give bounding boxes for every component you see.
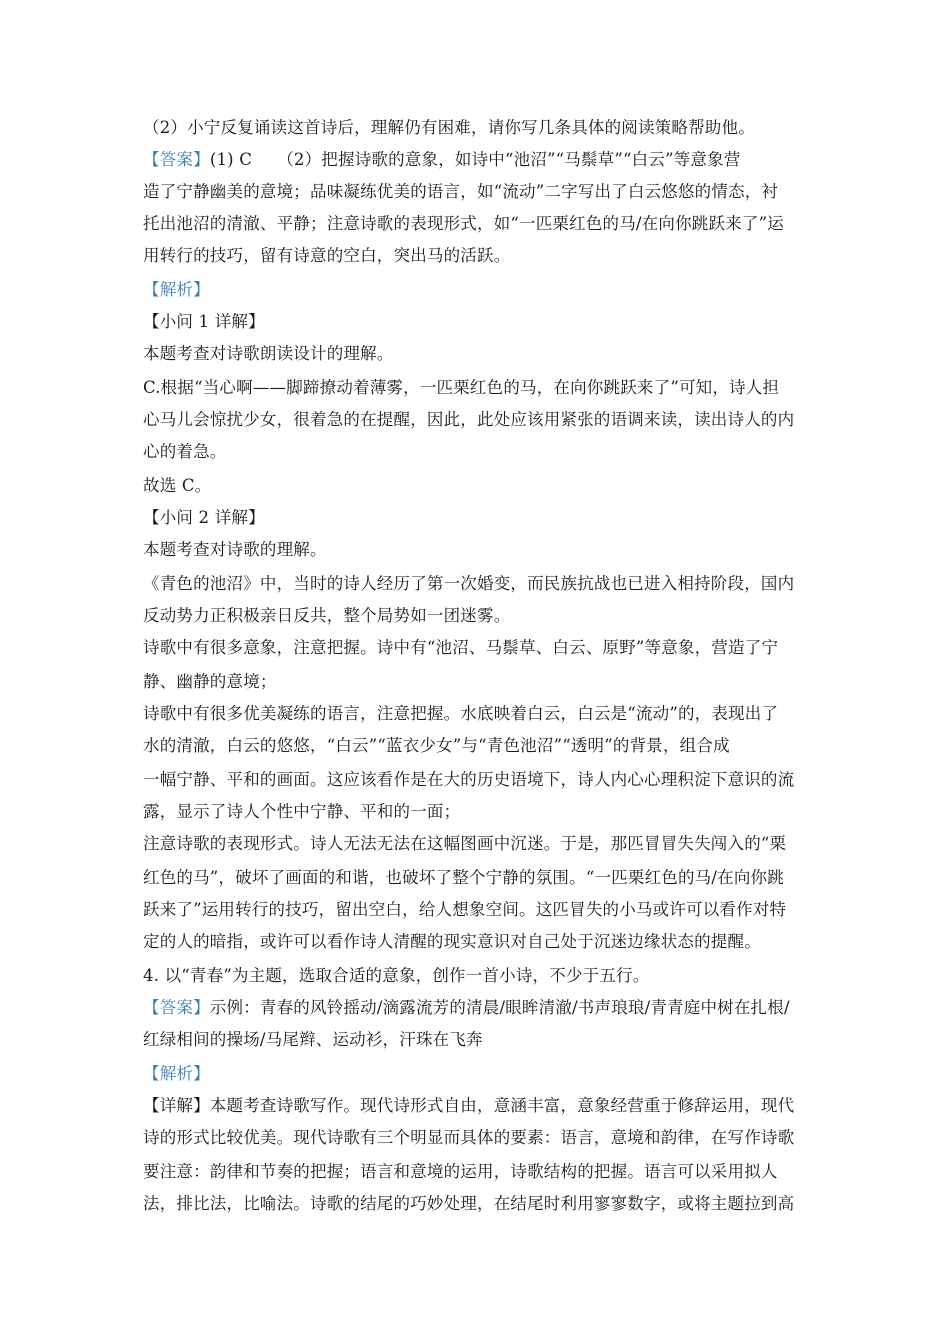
paragraph-line: 诗的形式比较优美。现代诗歌有三个明显而具体的要素：语言，意境和韵律，在写作诗歌: [143, 1128, 795, 1147]
paragraph-line: 静、幽静的意境；: [143, 672, 277, 691]
paragraph-line: 一幅宁静、平和的画面。这应该看作是在大的历史语境下，诗人内心心理积淀下意识的流: [143, 770, 795, 789]
analysis-heading: [143, 1064, 823, 1084]
answer-line: 用转行的技巧，留有诗意的空白，突出马的活跃。: [143, 246, 511, 265]
paragraph-line: 故选 C。: [143, 476, 212, 495]
paragraph-line: 【详解】本题考查诗歌写作。现代诗形式自由，意涵丰富，意象经营重于修辞运用，现代: [143, 1096, 795, 1115]
sub-question-2-heading: 【小问 2 详解】: [143, 508, 265, 527]
paragraph-line: 本题考查对诗歌朗读设计的理解。: [143, 344, 394, 363]
analysis-tag: 【解析】: [143, 1064, 210, 1083]
answer-tag: 【答案】: [143, 150, 210, 169]
paragraph-line: 法，排比法，比喻法。诗歌的结尾的巧妙处理，在结尾时利用寥寥数字，或将主题拉到高: [143, 1194, 795, 1213]
paragraph-line: 露，显示了诗人个性中宁静、平和的一面；: [143, 802, 461, 821]
paragraph-line: 定的人的暗指，或许可以看作诗人清醒的现实意识对自己处于沉迷边缘状态的提醒。: [143, 932, 761, 951]
answer-line: 红绿相间的操场/马尾辫、运动衫，汗珠在飞奔: [143, 1030, 483, 1049]
analysis-heading: [143, 280, 823, 300]
paragraph-line: 心的着急。: [143, 442, 227, 461]
answer-line: 【答案】示例：青春的风铃摇动/滴露流芳的清晨/眼眸清澈/书声琅琅/青青庭中树在扎根/: [143, 998, 790, 1017]
analysis-tag: 【解析】: [143, 280, 210, 299]
paragraph-line: 《青色的池沼》中，当时的诗人经历了第一次婚变，而民族抗战也已进入相持阶段，国内: [143, 574, 795, 593]
paragraph-line: 反动势力正积极亲日反共，整个局势如一团迷雾。: [143, 606, 511, 625]
answer-tag: 【答案】: [143, 998, 210, 1017]
paragraph-line: 跃来了”运用转行的技巧，留出空白，给人想象空间。这匹冒失的小马或许可以看作对特: [143, 900, 787, 919]
question-2-prompt: （2）小宁反复诵读这首诗后，理解仍有困难，请你写几条具体的阅读策略帮助他。: [143, 118, 755, 137]
paragraph-line: 注意诗歌的表现形式。诗人无法无法在这幅图画中沉迷。于是，那匹冒冒失失闯入的“栗: [143, 834, 787, 853]
paragraph-line: 诗歌中有很多优美凝练的语言，注意把握。水底映着白云，白云是“流动”的，表现出了: [143, 704, 779, 723]
answer-line: 【答案】(1) C （2）把握诗歌的意象，如诗中“池沼”“马鬃草”“白云”等意象营: [143, 150, 741, 169]
paragraph-line: C.根据“当心啊——脚蹄撩动着薄雾，一匹栗红色的马，在向你跳跃来了”可知，诗人担: [143, 378, 780, 397]
paragraph-line: 心马儿会惊扰少女，很着急的在提醒，因此，此处应该用紧张的语调来读，读出诗人的内: [143, 410, 795, 429]
answer-line: 造了宁静幽美的意境；品味凝练优美的语言，如“流动”二字写出了白云悠悠的情态，衬: [143, 182, 779, 201]
paragraph-line: 诗歌中有很多意象，注意把握。诗中有“池沼、马鬃草、白云、原野”等意象，营造了宁: [143, 638, 779, 657]
answer-line: 托出池沼的清澈、平静；注意诗歌的表现形式，如“一匹栗红色的马/在向你跳跃来了”运: [143, 214, 784, 233]
sub-question-1-heading: 【小问 1 详解】: [143, 312, 265, 331]
paragraph-line: 红色的马”，破坏了画面的和谐，也破坏了整个宁静的氛围。“一匹栗红色的马/在向你跳: [143, 868, 784, 887]
paragraph-line: 水的清澈，白云的悠悠，“白云”“蓝衣少女”与“青色池沼”“透明”的背景，组合成: [143, 736, 730, 755]
paragraph-line: 本题考查对诗歌的理解。: [143, 540, 327, 559]
question-4-prompt: 4. 以“青春”为主题，选取合适的意象，创作一首小诗，不少于五行。: [143, 966, 650, 985]
paragraph-line: 要注意：韵律和节奏的把握；语言和意境的运用，诗歌结构的把握。语言可以采用拟人: [143, 1162, 778, 1181]
